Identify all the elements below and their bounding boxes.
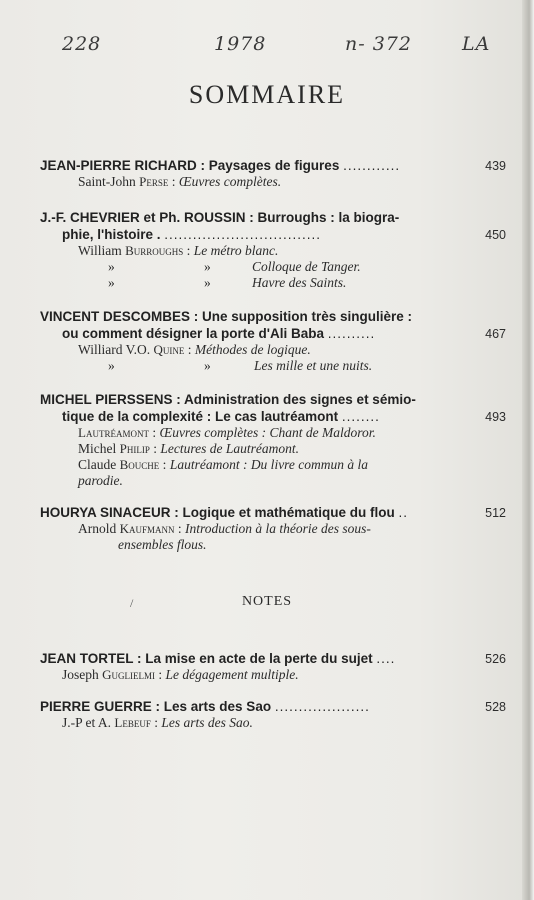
ref-author: William [78,243,122,258]
ref-work-continued: parodie. [78,473,123,488]
ref-work: Colloque de Tanger. [252,259,361,274]
ditto-mark: » [204,259,211,274]
ditto-mark: » [204,275,211,290]
entry-heading [40,504,506,521]
entry-title-line1: MICHEL PIERSSENS : Administration des signes et sémio- [40,392,416,407]
entry-title-line1: VINCENT DESCOMBES : Une supposition très singulière : [40,309,413,324]
entry-heading [40,308,506,342]
entry-heading [40,698,506,715]
page-number: 450 [485,228,506,242]
toc-entry-chevrier-roussin [40,209,506,291]
page-number: 512 [485,506,506,520]
ref-author: J.-P et A. [62,715,112,730]
ref-work: Œuvres complètes : Chant de Maldoror. [159,425,376,440]
leader-dots: .................... [274,699,370,714]
ref-work: Le dégagement multiple. [165,667,299,682]
ref-work: Introduction à la théorie des sous- [185,521,371,536]
handwritten-year: 1978 [214,33,267,55]
ditto-mark: » [108,358,115,373]
page-edge [522,0,534,900]
leader-dots: .... [376,651,396,666]
entry-title: HOURYA SINACEUR : Logique et mathématique du flou [40,505,395,520]
reference-line-continued [40,537,506,553]
ref-work: Œuvres complètes. [178,174,282,189]
notes-entry-guerre [40,698,506,731]
ref-author: Claude [78,457,117,472]
toc-entry-pierssens [40,391,506,489]
reference-line: William Burroughs : Le métro blanc. [78,243,279,258]
ref-author-surname: Philip [119,441,150,456]
notes-title: NOTES [241,594,293,609]
entry-title: JEAN-PIERRE RICHARD : Paysages de figures [40,158,340,173]
ref-work: Méthodes de logique. [194,342,311,357]
ref-work: Lectures de Lautréamont. [160,441,299,456]
ref-author-surname: Lebeuf [114,715,151,730]
stray-pen-mark: / [130,596,134,610]
reference-line: Arnold Kaufmann : Introduction à la théorie des sous- [78,521,371,536]
ref-author-surname: Lautréamont [78,425,149,440]
leader-dots: .......... [327,326,376,341]
entry-title-line1: J.-F. CHEVRIER et Ph. ROUSSIN : Burroughs : la biogra- [40,210,400,225]
entry-title-line2: tique de la complexité : Le cas lautréamont [62,409,339,424]
ref-work: Les arts des Sao. [161,715,253,730]
handwritten-initials: LA [462,33,491,55]
reference-line [40,275,506,291]
ref-work-continued: ensembles flous. [118,537,207,552]
reference-line [40,259,506,275]
ref-author-surname: Guglielmi [102,667,156,682]
page-title: SOMMAIRE [188,80,346,109]
reference-line: Michel Philip : Lectures de Lautréamont. [78,441,299,456]
ref-author: Williard V.O. [78,342,151,357]
entry-title: PIERRE GUERRE : Les arts des Sao [40,699,272,714]
page-number: 439 [485,159,506,173]
reference-line: Claude Bouche : Lautréamont : Du livre commun à la [78,457,369,472]
ref-author-surname: Quine [153,342,185,357]
ref-author: Joseph [62,667,99,682]
ditto-mark: » [108,275,115,290]
entry-heading [40,209,506,243]
reference-line: Lautréamont : Œuvres complètes : Chant de Maldoror. [78,425,376,440]
ref-author: Arnold [78,521,117,536]
ref-work: Havre des Saints. [252,275,347,290]
reference-line: Williard V.O. Quine : Méthodes de logique. [78,342,311,357]
handwritten-number-left: 228 [62,33,102,55]
notes-entry-tortel [40,650,506,683]
ditto-mark: » [204,358,211,373]
reference-line-continued [40,473,506,489]
toc-entry-descombes [40,308,506,374]
page-number: 526 [485,652,506,666]
page-number: 493 [485,410,506,424]
handwritten-issue-number: n- 372 [345,33,412,55]
ref-author: Saint-John [78,174,136,189]
ref-author-surname: Kaufmann [119,521,175,536]
ref-work: Le métro blanc. [193,243,279,258]
leader-dots: .. [398,505,409,520]
reference-line: Joseph Guglielmi : Le dégagement multiple. [62,667,299,682]
page-number: 528 [485,700,506,714]
ref-work: Lautréamont : Du livre commun à la [169,457,369,472]
entry-heading [40,157,506,174]
ref-author-surname: Burroughs [125,243,184,258]
ref-author: Michel [78,441,117,456]
reference-line: Saint-John Perse : Œuvres complètes. [78,174,282,189]
entry-title: JEAN TORTEL : La mise en acte de la perte du sujet [40,651,373,666]
reference-line [40,358,506,374]
entry-title-line2: ou comment désigner la porte d'Ali Baba [62,326,325,341]
leader-dots: ........ [341,409,380,424]
entry-heading [40,650,506,667]
leader-dots: ................................. [164,227,322,242]
entry-title-line2: phie, l'histoire . [62,227,161,242]
ref-work: Les mille et une nuits. [254,358,373,373]
ref-author-surname: Bouche [119,457,160,472]
toc-entry-sinaceur [40,504,506,553]
toc-entry-richard [40,157,506,190]
ditto-mark: » [108,259,115,274]
ref-author-surname: Perse [139,174,169,189]
leader-dots: ............ [343,158,401,173]
page-number: 467 [485,327,506,341]
reference-line: J.-P et A. Lebeuf : Les arts des Sao. [62,715,253,730]
entry-heading [40,391,506,425]
